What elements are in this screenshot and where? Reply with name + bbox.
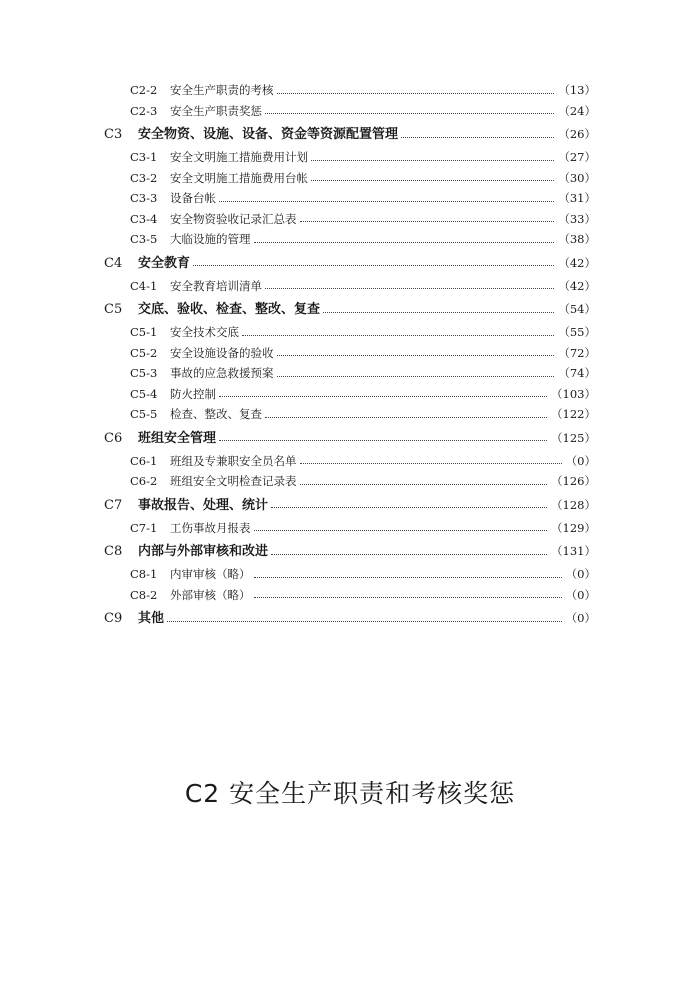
toc-entry-page: （128） bbox=[551, 497, 596, 512]
toc-entry-title: 班组安全文明检查记录表 bbox=[170, 474, 297, 488]
toc-entry-page: （74） bbox=[558, 366, 596, 380]
toc-subsection-entry bbox=[104, 451, 596, 472]
toc-dot-leader bbox=[401, 137, 554, 138]
toc-subsection-entry bbox=[104, 585, 596, 606]
toc-subsection-entry bbox=[104, 471, 596, 492]
toc-entry-number: C5-2 bbox=[130, 345, 158, 360]
toc-entry-number: C3-3 bbox=[130, 191, 158, 205]
toc-entry-page: （26） bbox=[558, 127, 596, 141]
toc-entry-title: 内部与外部审核和改进 bbox=[138, 544, 269, 559]
toc-entry-number: C6 bbox=[104, 430, 123, 446]
toc-entry-title: 工伤事故月报表 bbox=[170, 520, 251, 535]
toc-entry-title: 安全教育培训清单 bbox=[170, 278, 262, 293]
toc-entry-page: （33） bbox=[558, 211, 596, 226]
toc-entry-page: （103） bbox=[551, 386, 596, 401]
toc-entry-number: C5-5 bbox=[130, 407, 158, 421]
toc-dot-leader bbox=[193, 265, 554, 266]
toc-entry-title: 大临设施的管理 bbox=[170, 232, 251, 246]
toc-entry-title: 事故的应急救援预案 bbox=[170, 366, 274, 380]
toc-subsection-entry bbox=[104, 518, 596, 539]
toc-entry-page: （24） bbox=[558, 103, 596, 118]
toc-entry-page: （55） bbox=[558, 325, 596, 339]
toc-entry-number: C3-2 bbox=[130, 170, 158, 185]
toc-subsection-entry bbox=[104, 147, 596, 168]
table-of-contents bbox=[104, 80, 596, 631]
toc-entry-page: （125） bbox=[551, 430, 596, 445]
toc-dot-leader bbox=[311, 160, 554, 161]
toc-dot-leader bbox=[300, 221, 555, 222]
toc-entry-number: C7 bbox=[104, 497, 123, 513]
toc-dot-leader bbox=[265, 417, 547, 418]
toc-entry-page: （42） bbox=[558, 278, 596, 293]
toc-entry-title: 安全设施设备的验收 bbox=[170, 345, 274, 360]
toc-chapter-entry bbox=[104, 121, 596, 147]
toc-entry-page: （131） bbox=[551, 544, 596, 558]
toc-entry-number: C3 bbox=[104, 127, 123, 142]
toc-dot-leader bbox=[254, 577, 562, 578]
toc-entry-number: C2-3 bbox=[130, 103, 158, 118]
toc-entry-title: 安全生产职责的考核 bbox=[170, 83, 274, 97]
toc-subsection-entry bbox=[104, 363, 596, 384]
toc-entry-page: （38） bbox=[558, 232, 596, 246]
toc-entry-number: C4 bbox=[104, 255, 123, 271]
toc-entry-title: 安全物资验收记录汇总表 bbox=[170, 211, 297, 226]
toc-entry-title: 安全文明施工措施费用台帐 bbox=[170, 170, 308, 185]
toc-subsection-entry bbox=[104, 229, 596, 250]
toc-dot-leader bbox=[265, 113, 554, 114]
toc-entry-title: 交底、验收、检查、整改、复查 bbox=[138, 302, 321, 317]
toc-entry-title: 安全物资、设施、设备、资金等资源配置管理 bbox=[138, 127, 399, 142]
toc-dot-leader bbox=[265, 288, 554, 289]
toc-entry-number: C6-2 bbox=[130, 474, 158, 488]
toc-entry-number: C9 bbox=[104, 611, 123, 626]
toc-dot-leader bbox=[323, 312, 554, 313]
toc-subsection-entry bbox=[104, 384, 596, 405]
toc-dot-leader bbox=[167, 621, 562, 622]
toc-chapter-entry bbox=[104, 250, 596, 276]
toc-chapter-entry bbox=[104, 605, 596, 631]
toc-subsection-entry bbox=[104, 80, 596, 101]
toc-entry-page: （126） bbox=[551, 474, 596, 488]
toc-dot-leader bbox=[300, 484, 548, 485]
toc-entry-number: C7-1 bbox=[130, 520, 158, 535]
section-heading: C2 安全生产职责和考核奖惩 bbox=[184, 779, 516, 808]
toc-entry-title: 防火控制 bbox=[170, 386, 216, 401]
toc-entry-title: 安全生产职责奖惩 bbox=[170, 103, 262, 118]
toc-entry-page: （72） bbox=[558, 345, 596, 360]
toc-dot-leader bbox=[277, 355, 555, 356]
toc-entry-number: C3-5 bbox=[130, 232, 158, 246]
toc-dot-leader bbox=[254, 530, 548, 531]
toc-subsection-entry bbox=[104, 564, 596, 585]
toc-entry-title: 安全技术交底 bbox=[170, 325, 239, 339]
toc-entry-number: C4-1 bbox=[130, 278, 158, 293]
toc-dot-leader bbox=[300, 463, 562, 464]
toc-entry-number: C5-3 bbox=[130, 366, 158, 380]
toc-entry-page: （31） bbox=[558, 191, 596, 205]
toc-subsection-entry bbox=[104, 168, 596, 189]
toc-entry-number: C5-1 bbox=[130, 325, 158, 339]
toc-entry-number: C3-1 bbox=[130, 150, 158, 164]
toc-entry-title: 其他 bbox=[138, 611, 165, 626]
toc-subsection-entry bbox=[104, 276, 596, 297]
toc-subsection-entry bbox=[104, 343, 596, 364]
toc-entry-page: （0） bbox=[565, 453, 596, 468]
toc-entry-title: 班组安全管理 bbox=[138, 430, 217, 446]
toc-entry-page: （42） bbox=[558, 255, 596, 270]
toc-entry-page: （0） bbox=[565, 587, 596, 602]
toc-dot-leader bbox=[271, 554, 547, 555]
toc-chapter-entry bbox=[104, 492, 596, 518]
toc-entry-title: 内审审核（略） bbox=[170, 567, 251, 581]
toc-entry-title: 安全教育 bbox=[138, 255, 191, 271]
toc-entry-page: （0） bbox=[565, 611, 596, 625]
toc-entry-number: C8-1 bbox=[130, 567, 158, 581]
toc-subsection-entry bbox=[104, 188, 596, 209]
toc-entry-page: （0） bbox=[565, 567, 596, 581]
toc-chapter-entry bbox=[104, 425, 596, 451]
toc-entry-title: 设备台帐 bbox=[170, 191, 216, 205]
toc-chapter-entry bbox=[104, 538, 596, 564]
toc-entry-title: 班组及专兼职安全员名单 bbox=[170, 453, 297, 468]
toc-subsection-entry bbox=[104, 404, 596, 425]
toc-entry-title: 安全文明施工措施费用计划 bbox=[170, 150, 308, 164]
toc-entry-number: C2-2 bbox=[130, 83, 158, 97]
toc-chapter-entry bbox=[104, 296, 596, 322]
toc-entry-page: （30） bbox=[558, 170, 596, 185]
toc-entry-number: C6-1 bbox=[130, 453, 158, 468]
toc-entry-page: （129） bbox=[551, 520, 596, 535]
toc-dot-leader bbox=[277, 376, 555, 377]
toc-dot-leader bbox=[311, 180, 554, 181]
toc-entry-page: （54） bbox=[558, 302, 596, 316]
toc-dot-leader bbox=[254, 242, 555, 243]
toc-subsection-entry bbox=[104, 101, 596, 122]
toc-entry-number: C5-4 bbox=[130, 386, 158, 401]
toc-subsection-entry bbox=[104, 322, 596, 343]
toc-entry-title: 外部审核（略） bbox=[170, 587, 251, 602]
toc-entry-title: 事故报告、处理、统计 bbox=[138, 497, 269, 513]
toc-entry-number: C3-4 bbox=[130, 211, 158, 226]
toc-dot-leader bbox=[219, 201, 554, 202]
toc-entry-page: （122） bbox=[551, 407, 596, 421]
toc-dot-leader bbox=[219, 440, 547, 441]
toc-entry-number: C5 bbox=[104, 302, 123, 317]
toc-dot-leader bbox=[277, 93, 555, 94]
toc-dot-leader bbox=[219, 396, 547, 397]
toc-dot-leader bbox=[242, 335, 554, 336]
toc-subsection-entry bbox=[104, 209, 596, 230]
toc-entry-number: C8-2 bbox=[130, 587, 158, 602]
toc-entry-page: （27） bbox=[558, 150, 596, 164]
toc-entry-number: C8 bbox=[104, 544, 123, 559]
toc-entry-title: 检查、整改、复查 bbox=[170, 407, 262, 421]
toc-dot-leader bbox=[254, 597, 562, 598]
toc-entry-page: （13） bbox=[558, 83, 596, 97]
toc-dot-leader bbox=[271, 507, 547, 508]
